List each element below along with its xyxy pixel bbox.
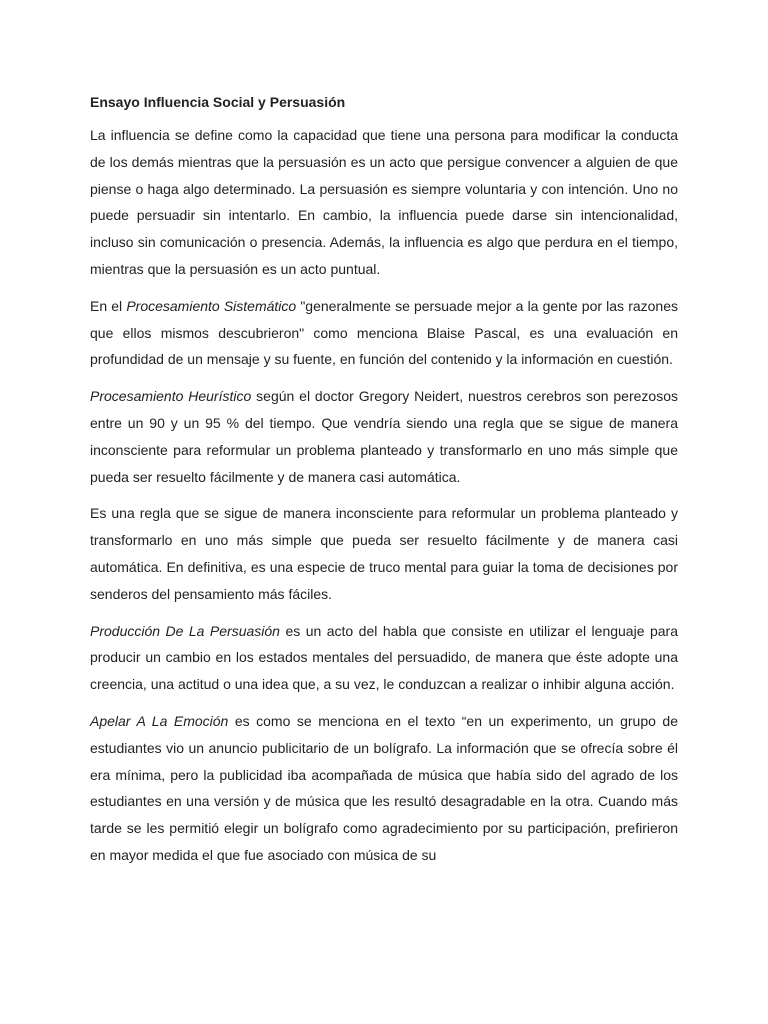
document-page xyxy=(90,92,678,879)
paragraph-text: La influencia se define como la capacidad que tiene una persona para modificar la conducta de los demás mientras que la persuasión es un acto que persigue convencer a alguien de que piense o haga algo determinado. La persuasión es siempre voluntaria y con intención. Uno no puede persuadir sin intentarlo. En cambio, la influencia puede darse sin intencionalidad, incluso sin comunicación o presencia. Además, la influencia es algo que perdura en el tiempo, mientras que la persuasión es un acto puntual. xyxy=(90,127,678,277)
paragraph-lead-term: Procesamiento Sistemático xyxy=(126,297,297,314)
paragraph-text: Es una regla que se sigue de manera inconsciente para reformular un problema planteado y transformarlo en uno más simple que pueda ser resuelto fácilmente y de manera casi automática. En definitiva, es una especie de truco mental para guiar la toma de decisiones por senderos del pensamiento más fáciles. xyxy=(90,505,678,602)
paragraph-text: es como se menciona en el texto “en un experimento, un grupo de estudiantes vio un anuncio publicitario de un bolígrafo. La información que se ofrecía sobre él era mínima, pero la publicidad iba acompañada de música que había sido del agrado de los estudiantes en una versión y de música que les resultó desagradable en la otra. Cuando más tarde se les permitió elegir un bolígrafo como agradecimiento por su participación, prefirieron en mayor medida el que fue asociado con música de su xyxy=(90,712,678,863)
paragraph-lead-term: Producción De La Persuasión xyxy=(90,622,280,639)
paragraph-text: es un acto del habla que consiste en utilizar el lenguaje para producir un cambio en los estados mentales del persuadido, de manera que éste adopte una creencia, una actitud o una idea que, a su vez, le conduzcan a realizar o inhibir alguna acción. xyxy=(90,622,678,693)
paragraph-emotion-appeal xyxy=(90,708,678,869)
paragraph-text: según el doctor Gregory Neidert, nuestros cerebros son perezosos entre un 90 y un 95 % del tiempo. Que vendría siendo una regla que se sigue de manera inconsciente para reformular un problema planteado y transformarlo en uno más simple que pueda ser resuelto fácilmente y de manera casi automática. xyxy=(90,388,678,485)
paragraph-influence-definition xyxy=(90,122,678,283)
paragraph-lead-term: Procesamiento Heurístico xyxy=(90,388,252,405)
paragraph-prefix: En el xyxy=(90,297,127,314)
paragraph-lead-term: Apelar A La Emoción xyxy=(90,712,229,729)
paragraph-systematic-processing xyxy=(90,293,678,373)
paragraph-text: "generalmente se persuade mejor a la gente por las razones que ellos mismos descubrieron" como menciona Blaise Pascal, es una evaluación en profundidad de un mensaje y su fuente, en función del contenido y la información en cuestión. xyxy=(90,297,678,368)
paragraph-persuasion-production xyxy=(90,618,678,698)
document-title: Ensayo Influencia Social y Persuasión xyxy=(90,94,346,110)
paragraph-heuristic-processing xyxy=(90,383,678,490)
paragraph-mental-shortcut xyxy=(90,500,678,607)
